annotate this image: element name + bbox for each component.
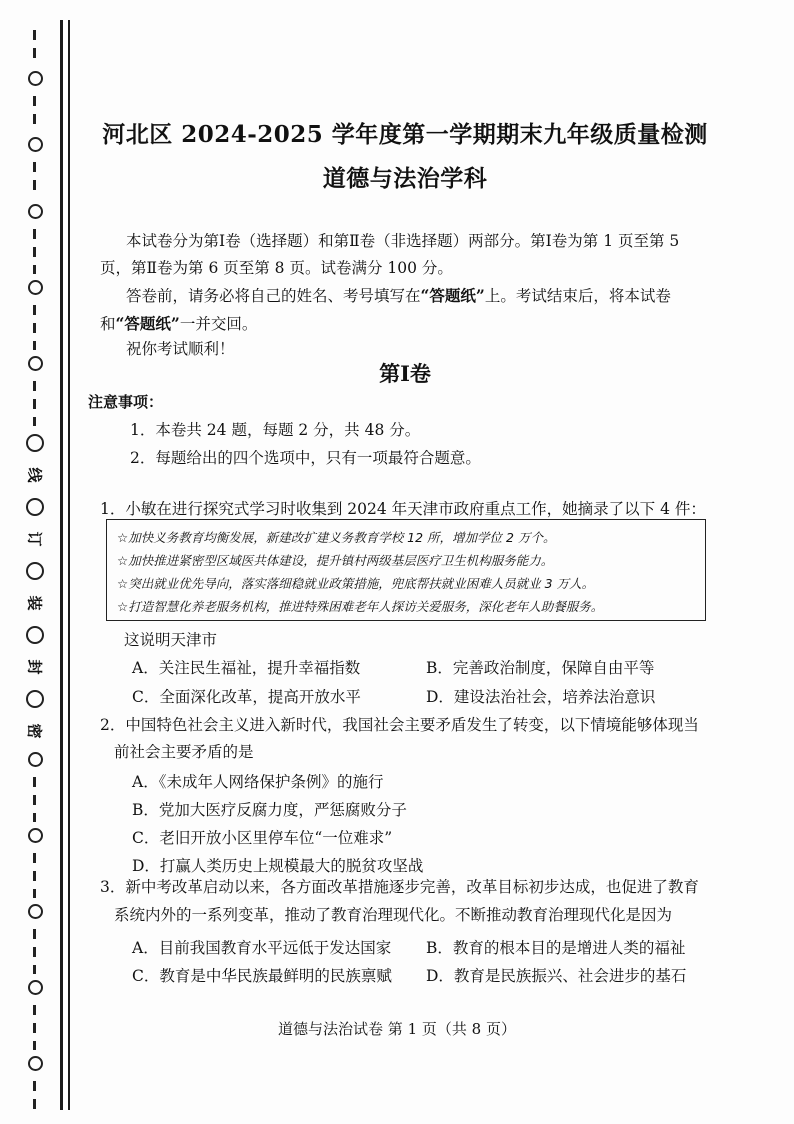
ring-icon: [26, 434, 44, 452]
ring-icon: [28, 137, 43, 152]
good-luck-text: 祝你考试顺利！: [126, 340, 235, 358]
ring-icon: [26, 498, 44, 516]
ring-icon: [28, 752, 43, 767]
notice-heading: 注意事项：: [88, 393, 164, 411]
question-1-stem: 这说明天津市: [124, 631, 218, 649]
ring-icon: [26, 562, 44, 580]
dash-segment: [26, 1077, 44, 1116]
question-1-option-c[interactable]: C．全面深化改革，提高开放水平: [132, 688, 361, 706]
intro-paragraph-2: [100, 282, 710, 338]
excerpt-line: ☆突出就业优先导向，落实落细稳就业政策措施，兜底帮扶就业困难人员就业 3 万人。: [117, 576, 595, 591]
question-1-text: 1．小敏在进行探究式学习时收集到 2024 年天津市政府重点工作，她摘录了以下 4 件：: [100, 500, 706, 518]
ring-icon: [28, 356, 43, 371]
question-2-option-a[interactable]: A．《未成年人网络保护条例》的施行: [132, 773, 384, 791]
intro-paragraph-1: 本试卷分为第Ⅰ卷（选择题）和第Ⅱ卷（非选择题）两部分。第Ⅰ卷为第 1 页至第 5 页，第Ⅱ卷为第 6 页至第 8 页。试卷满分 100 分。: [100, 232, 680, 277]
question-2-option-c[interactable]: C．老旧开放小区里停车位“一位难求”: [132, 829, 393, 847]
margin-label-mi: 密: [25, 723, 44, 739]
ring-icon: [28, 1056, 43, 1071]
answer-sheet-term: “答题纸”: [420, 286, 485, 305]
ring-icon: [28, 204, 43, 219]
margin-label-zhuang: 装: [25, 595, 44, 611]
page-footer: 道德与法治试卷 第 1 页（共 8 页）: [278, 1020, 516, 1038]
ring-icon: [28, 828, 43, 843]
part-one-title: 第Ⅰ卷: [379, 361, 431, 386]
dash-segment: [26, 849, 44, 898]
question-2-option-d[interactable]: D．打赢人类历史上规模最大的脱贫攻坚战: [132, 857, 424, 875]
question-3-option-c[interactable]: C．教育是中华民族最鲜明的民族禀赋: [132, 967, 392, 985]
excerpt-line: ☆加快推进紧密型区域医共体建设，提升镇村两级基层医疗卫生机构服务能力。: [117, 553, 554, 568]
ring-icon: [28, 980, 43, 995]
intro-text: 上。考试结束后，将本试卷和: [100, 287, 671, 333]
dash-segment: [26, 925, 44, 974]
exam-subject: 道德与法治学科: [322, 165, 488, 192]
dash-segment: [26, 225, 44, 274]
notice-item: 2．每题给出的四个选项中，只有一项最符合题意。: [130, 449, 481, 467]
question-1-option-b[interactable]: B．完善政治制度，保障自由平等: [426, 659, 655, 677]
ring-icon: [28, 904, 43, 919]
question-1-option-a[interactable]: A．关注民生福祉，提升幸福指数: [132, 659, 361, 677]
question-2-text-line-1: 2．中国特色社会主义进入新时代，我国社会主要矛盾发生了转变，以下情境能够体现当: [100, 716, 699, 734]
question-3-option-a[interactable]: A．目前我国教育水平远低于发达国家: [132, 939, 392, 957]
question-2-option-b[interactable]: B．党加大医疗反腐力度，严惩腐败分子: [132, 801, 407, 819]
intro-text: 答卷前，请务必将自己的姓名、考号填写在: [126, 287, 421, 305]
intro-text: 一并交回。: [179, 315, 258, 333]
seal-line-column: [22, 26, 48, 1116]
question-3-text-line-1: 3．新中考改革启动以来，各方面改革措施逐步完善，改革目标初步达成，也促进了教育: [100, 878, 699, 896]
dash-segment: [26, 301, 44, 350]
answer-sheet-term: “答题纸”: [115, 314, 180, 333]
question-2-text-line-2: 前社会主要矛盾的是: [114, 743, 254, 761]
dash-segment: [26, 26, 44, 65]
question-3-option-b[interactable]: B．教育的根本目的是增进人类的福祉: [426, 939, 686, 957]
binding-line: [60, 20, 63, 1110]
dash-segment: [26, 158, 44, 197]
excerpt-line: ☆打造智慧化养老服务机构，推进特殊困难老年人探访关爱服务，深化老年人助餐服务。: [117, 599, 604, 614]
dash-segment: [26, 773, 44, 822]
dash-segment: [26, 92, 44, 131]
ring-icon: [26, 690, 44, 708]
excerpt-line: ☆加快义务教育均衡发展，新建改扩建义务教育学校 12 所，增加学位 2 万个。: [117, 530, 556, 545]
ring-icon: [28, 71, 43, 86]
margin-label-feng: 封: [25, 659, 44, 675]
question-1-option-d[interactable]: D．建设法治社会，培养法治意识: [426, 688, 656, 706]
ring-icon: [26, 626, 44, 644]
margin-label-ding: 订: [25, 531, 44, 547]
binding-line: [68, 20, 70, 1110]
question-3-text-line-2: 系统内外的一系列变革，推动了教育治理现代化。不断推动教育治理现代化是因为: [114, 906, 673, 924]
dash-segment: [26, 377, 44, 426]
binding-margin: [0, 0, 74, 1124]
notice-item: 1．本卷共 24 题，每题 2 分，共 48 分。: [130, 421, 421, 439]
ring-icon: [28, 280, 43, 295]
exam-title: 河北区 2024-2025 学年度第一学期期末九年级质量检测: [102, 121, 708, 148]
question-1-excerpt-box: [106, 519, 706, 621]
margin-label-xian: 线: [25, 467, 44, 483]
question-3-option-d[interactable]: D．教育是民族振兴、社会进步的基石: [426, 967, 687, 985]
